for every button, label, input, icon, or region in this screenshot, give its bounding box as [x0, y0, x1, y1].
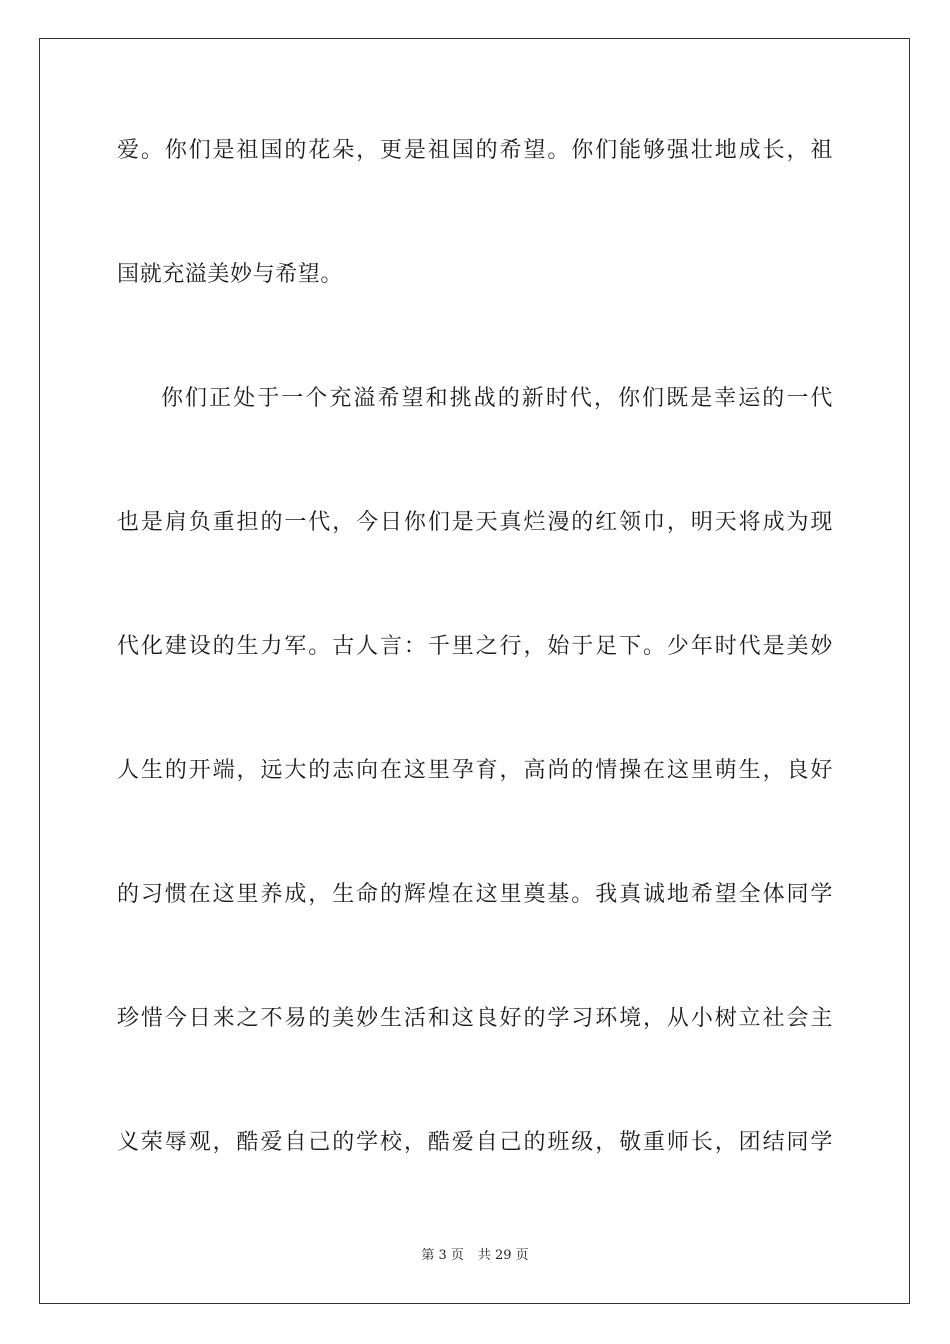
text-line: 人生的开端，远大的志向在这里孕育，高尚的情操在这里萌生，良好: [117, 758, 833, 783]
total-pages: 共 29 页: [477, 1248, 529, 1263]
text-line: 国就充溢美妙与希望。: [117, 262, 344, 287]
text-line: 代化建设的生力军。古人言：千里之行，始于足下。少年时代是美妙: [117, 634, 833, 659]
page-border: [39, 38, 910, 1304]
text-line: 也是肩负重担的一代，今日你们是天真烂漫的红领巾，明天将成为现: [117, 510, 833, 535]
text-line: 的习惯在这里养成，生命的辉煌在这里奠基。我真诚地希望全体同学: [117, 882, 833, 907]
page-footer: [0, 1247, 950, 1265]
text-line: 义荣辱观，酷爱自己的学校，酷爱自己的班级，敬重师长，团结同学: [117, 1130, 833, 1155]
text-line: 爱。你们是祖国的花朵，更是祖国的希望。你们能够强壮地成长，祖: [117, 138, 833, 163]
text-line: 珍惜今日来之不易的美妙生活和这良好的学习环境，从小树立社会主: [117, 1006, 833, 1031]
paragraph-first-line: 你们正处于一个充溢希望和挑战的新时代，你们既是幸运的一代: [161, 386, 833, 411]
page-number: 第 3 页: [421, 1248, 464, 1263]
